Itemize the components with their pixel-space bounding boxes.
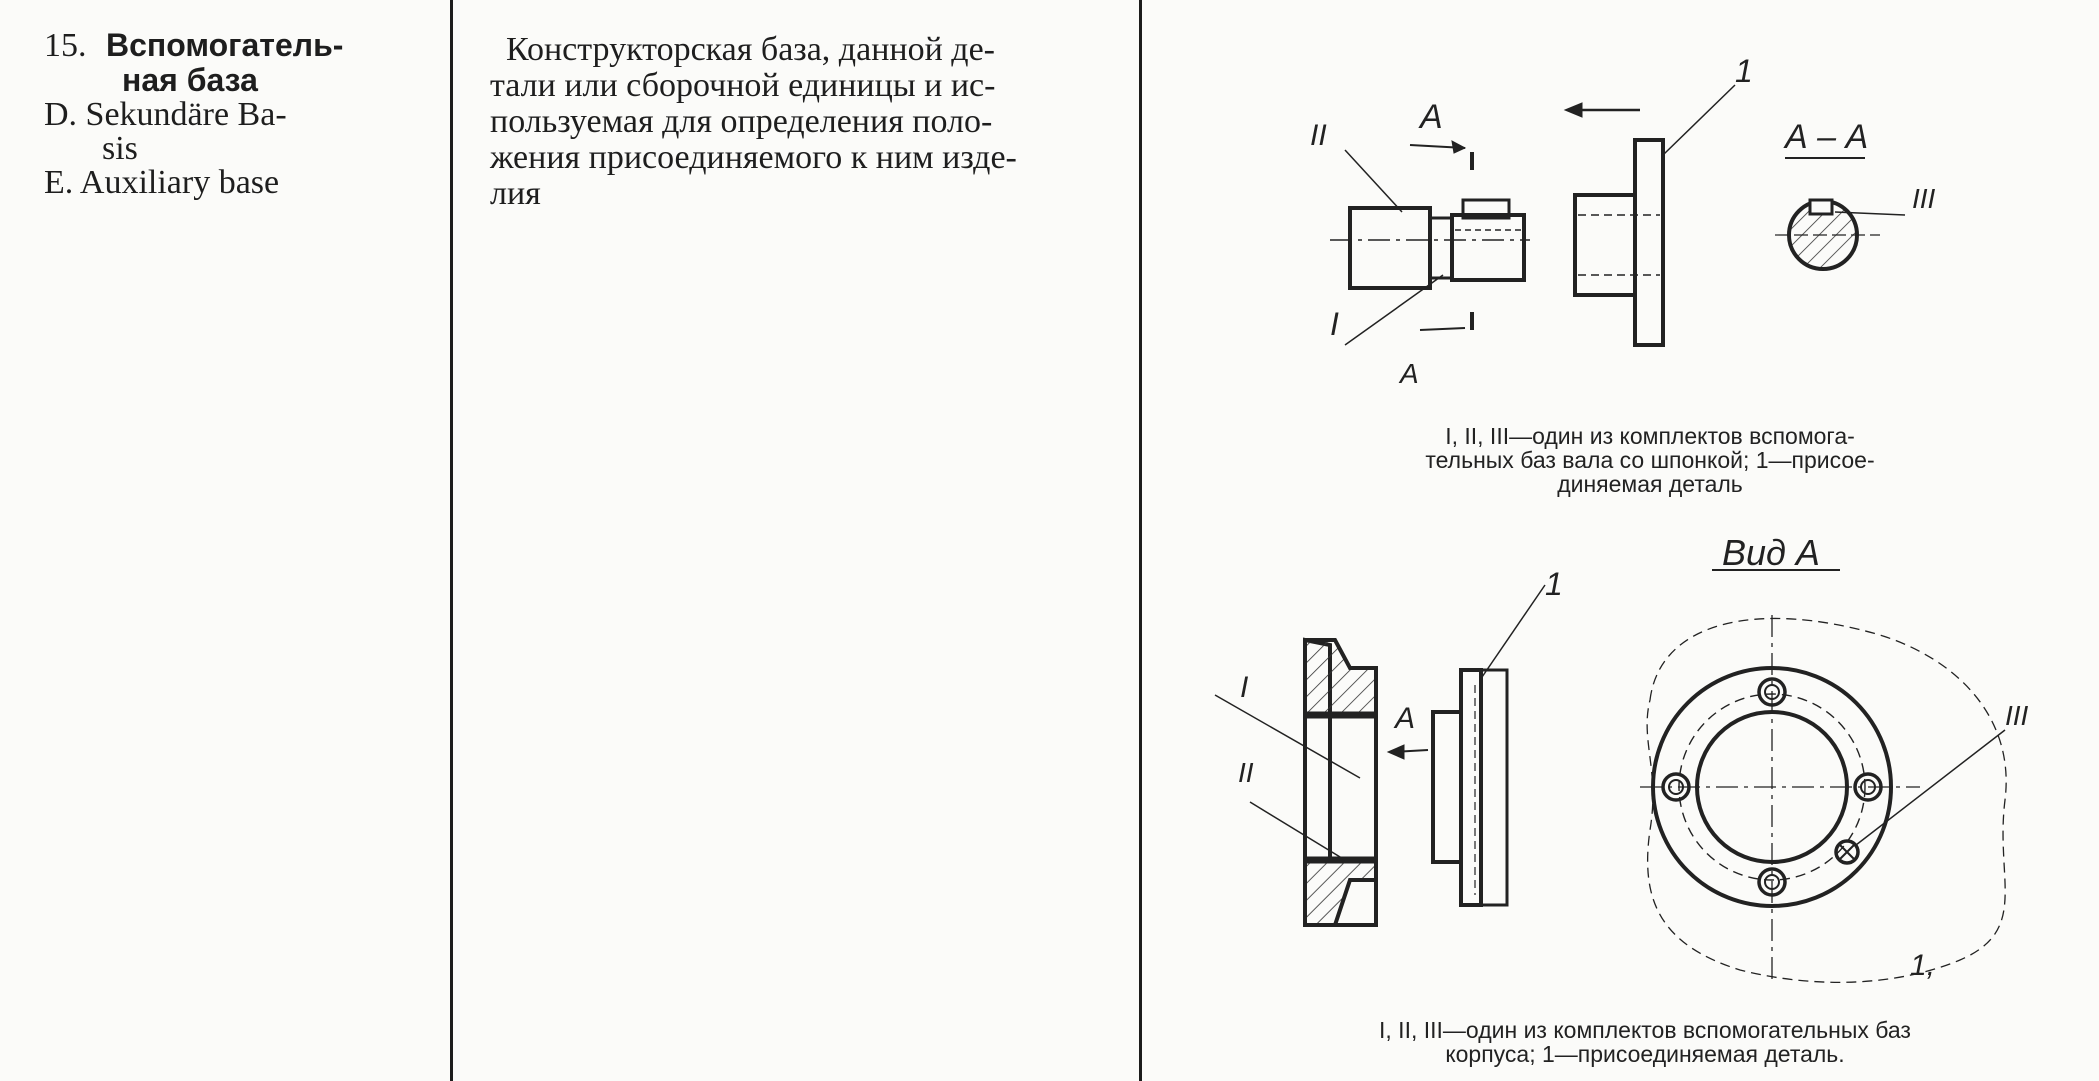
definition-line1: Конструкторская база, данной де- xyxy=(506,31,995,68)
figure2-housing-drawing xyxy=(1215,570,2006,982)
fig1-label-I: I xyxy=(1330,306,1339,342)
technical-drawings xyxy=(1140,0,2090,1081)
figure2-caption xyxy=(1230,1018,2060,1066)
fig2-view-label: Вид А xyxy=(1722,532,1820,573)
entry-number: 15. xyxy=(44,27,87,64)
fig2-label-1-bottom: 1, xyxy=(1910,949,1936,982)
fig2-label-A: A xyxy=(1395,702,1416,735)
fig1-label-A-bottom: A xyxy=(1400,358,1419,389)
fig2-label-I: I xyxy=(1240,671,1249,704)
fig1-label-AA: А – А xyxy=(1785,118,1869,156)
definition-line3: пользуемая для определения поло- xyxy=(490,103,993,140)
fig2-label-1: 1 xyxy=(1545,566,1563,602)
term-ru-line2: ная база xyxy=(122,62,258,98)
fig1-label-A: A xyxy=(1420,98,1443,136)
figure2-caption-line1: I, II, III—один из комплектов вспомогательных баз xyxy=(1379,1017,1911,1043)
fig2-label-III: III xyxy=(2005,700,2029,731)
fig2-label-II: II xyxy=(1238,757,1254,788)
term-de-line2: sis xyxy=(102,130,138,167)
definition-line4: жения присоединяемого к ним изде- xyxy=(490,139,1017,176)
term-en: E. Auxiliary base xyxy=(44,164,280,201)
figure1-caption-line2: тельных баз вала со шпонкой; 1—присое- xyxy=(1425,447,1875,473)
definition-column xyxy=(490,32,1110,212)
term-ru-line1: Вспомогатель- xyxy=(106,27,344,63)
figure1-caption-line3: диняемая деталь xyxy=(1557,471,1743,497)
column-divider-left xyxy=(450,0,453,1081)
figure1-caption-line1: I, II, III—один из комплектов вспомога- xyxy=(1445,423,1855,449)
fig1-label-II: II xyxy=(1310,119,1327,152)
term-column xyxy=(44,28,444,200)
definition-line2: тали или сборочной единицы и ис- xyxy=(490,67,996,104)
fig1-label-1: 1 xyxy=(1735,53,1753,89)
figure1-caption xyxy=(1300,424,2000,496)
fig1-label-III: III xyxy=(1912,183,1936,214)
figure2-caption-line2: корпуса; 1—присоединяемая деталь. xyxy=(1445,1041,1845,1067)
term-de-line1: D. Sekundäre Ba- xyxy=(44,96,287,133)
definition-line5: лия xyxy=(490,175,541,212)
